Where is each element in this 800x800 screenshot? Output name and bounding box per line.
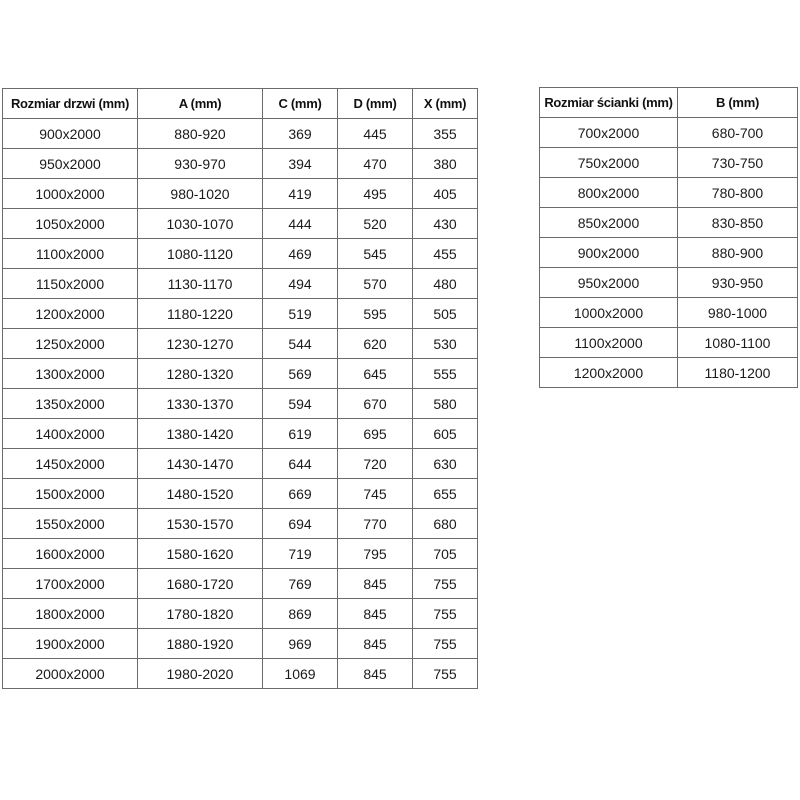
table-cell: 969 (263, 629, 338, 659)
table-cell: 800x2000 (540, 178, 678, 208)
table-cell: 545 (338, 239, 413, 269)
table-cell: 1100x2000 (3, 239, 138, 269)
table-row (3, 359, 478, 389)
table-cell: 1450x2000 (3, 449, 138, 479)
table-row (3, 239, 478, 269)
table-cell: 950x2000 (3, 149, 138, 179)
table-cell: 355 (413, 119, 478, 149)
table-cell: 719 (263, 539, 338, 569)
table-row (3, 119, 478, 149)
table-cell: 644 (263, 449, 338, 479)
table-cell: 694 (263, 509, 338, 539)
table-row (540, 148, 798, 178)
column-header: Rozmiar drzwi (mm) (3, 89, 138, 119)
table-row (3, 629, 478, 659)
table-cell: 630 (413, 449, 478, 479)
column-header: D (mm) (338, 89, 413, 119)
table-row (3, 329, 478, 359)
table-cell: 505 (413, 299, 478, 329)
table-cell: 1250x2000 (3, 329, 138, 359)
table-cell: 1130-1170 (138, 269, 263, 299)
table-cell: 670 (338, 389, 413, 419)
door-table-header-row (3, 89, 478, 119)
table-cell: 619 (263, 419, 338, 449)
column-header: C (mm) (263, 89, 338, 119)
table-row (540, 208, 798, 238)
column-header: Rozmiar ścianki (mm) (540, 88, 678, 118)
table-cell: 780-800 (678, 178, 798, 208)
table-cell: 850x2000 (540, 208, 678, 238)
table-cell: 530 (413, 329, 478, 359)
table-cell: 645 (338, 359, 413, 389)
table-cell: 1080-1100 (678, 328, 798, 358)
table-row (540, 328, 798, 358)
table-cell: 455 (413, 239, 478, 269)
table-row (3, 479, 478, 509)
table-cell: 680 (413, 509, 478, 539)
wall-size-table (539, 87, 798, 388)
table-cell: 1230-1270 (138, 329, 263, 359)
table-cell: 880-920 (138, 119, 263, 149)
table-cell: 444 (263, 209, 338, 239)
table-cell: 755 (413, 569, 478, 599)
table-cell: 769 (263, 569, 338, 599)
table-cell: 1280-1320 (138, 359, 263, 389)
table-cell: 519 (263, 299, 338, 329)
table-cell: 795 (338, 539, 413, 569)
table-cell: 1080-1120 (138, 239, 263, 269)
table-cell: 930-950 (678, 268, 798, 298)
table-cell: 730-750 (678, 148, 798, 178)
table-cell: 745 (338, 479, 413, 509)
table-cell: 869 (263, 599, 338, 629)
table-cell: 845 (338, 599, 413, 629)
table-cell: 1530-1570 (138, 509, 263, 539)
table-cell: 770 (338, 509, 413, 539)
table-cell: 720 (338, 449, 413, 479)
table-cell: 1700x2000 (3, 569, 138, 599)
table-row (3, 209, 478, 239)
table-cell: 495 (338, 179, 413, 209)
table-cell: 570 (338, 269, 413, 299)
table-cell: 1030-1070 (138, 209, 263, 239)
table-row (540, 178, 798, 208)
table-cell: 980-1020 (138, 179, 263, 209)
table-cell: 680-700 (678, 118, 798, 148)
table-cell: 980-1000 (678, 298, 798, 328)
table-cell: 1050x2000 (3, 209, 138, 239)
table-cell: 580 (413, 389, 478, 419)
table-row (3, 389, 478, 419)
table-cell: 700x2000 (540, 118, 678, 148)
table-cell: 1200x2000 (540, 358, 678, 388)
table-cell: 880-900 (678, 238, 798, 268)
table-cell: 1780-1820 (138, 599, 263, 629)
table-cell: 1300x2000 (3, 359, 138, 389)
table-cell: 755 (413, 629, 478, 659)
table-cell: 380 (413, 149, 478, 179)
table-cell: 405 (413, 179, 478, 209)
table-cell: 705 (413, 539, 478, 569)
table-cell: 1880-1920 (138, 629, 263, 659)
table-cell: 555 (413, 359, 478, 389)
table-cell: 595 (338, 299, 413, 329)
table-cell: 594 (263, 389, 338, 419)
table-cell: 755 (413, 599, 478, 629)
table-cell: 544 (263, 329, 338, 359)
table-cell: 1180-1220 (138, 299, 263, 329)
table-row (540, 268, 798, 298)
table-cell: 1580-1620 (138, 539, 263, 569)
table-row (3, 149, 478, 179)
table-cell: 845 (338, 659, 413, 689)
table-row (3, 299, 478, 329)
table-cell: 1069 (263, 659, 338, 689)
table-row (3, 599, 478, 629)
table-cell: 845 (338, 629, 413, 659)
table-cell: 900x2000 (540, 238, 678, 268)
table-row (3, 569, 478, 599)
table-cell: 1200x2000 (3, 299, 138, 329)
table-cell: 1100x2000 (540, 328, 678, 358)
table-cell: 830-850 (678, 208, 798, 238)
column-header: X (mm) (413, 89, 478, 119)
table-cell: 900x2000 (3, 119, 138, 149)
table-cell: 1000x2000 (540, 298, 678, 328)
table-cell: 520 (338, 209, 413, 239)
table-cell: 1800x2000 (3, 599, 138, 629)
table-cell: 394 (263, 149, 338, 179)
table-cell: 1380-1420 (138, 419, 263, 449)
table-cell: 930-970 (138, 149, 263, 179)
table-cell: 2000x2000 (3, 659, 138, 689)
table-cell: 1000x2000 (3, 179, 138, 209)
table-cell: 470 (338, 149, 413, 179)
table-cell: 1400x2000 (3, 419, 138, 449)
table-cell: 669 (263, 479, 338, 509)
door-size-table (2, 88, 478, 689)
table-cell: 1350x2000 (3, 389, 138, 419)
table-cell: 430 (413, 209, 478, 239)
table-cell: 950x2000 (540, 268, 678, 298)
table-row (3, 659, 478, 689)
table-cell: 620 (338, 329, 413, 359)
wall-table-header-row (540, 88, 798, 118)
table-cell: 1900x2000 (3, 629, 138, 659)
table-cell: 469 (263, 239, 338, 269)
table-cell: 1330-1370 (138, 389, 263, 419)
table-cell: 1480-1520 (138, 479, 263, 509)
table-cell: 445 (338, 119, 413, 149)
table-cell: 695 (338, 419, 413, 449)
table-cell: 369 (263, 119, 338, 149)
table-cell: 1500x2000 (3, 479, 138, 509)
table-cell: 1430-1470 (138, 449, 263, 479)
table-cell: 1600x2000 (3, 539, 138, 569)
table-row (3, 269, 478, 299)
table-cell: 755 (413, 659, 478, 689)
table-cell: 605 (413, 419, 478, 449)
table-cell: 655 (413, 479, 478, 509)
table-cell: 750x2000 (540, 148, 678, 178)
table-cell: 480 (413, 269, 478, 299)
table-row (3, 449, 478, 479)
column-header: A (mm) (138, 89, 263, 119)
table-row (540, 298, 798, 328)
table-row (3, 179, 478, 209)
table-row (540, 118, 798, 148)
table-row (3, 419, 478, 449)
table-row (3, 509, 478, 539)
table-cell: 1550x2000 (3, 509, 138, 539)
table-row (540, 238, 798, 268)
table-cell: 1680-1720 (138, 569, 263, 599)
table-cell: 1180-1200 (678, 358, 798, 388)
table-cell: 569 (263, 359, 338, 389)
table-cell: 1150x2000 (3, 269, 138, 299)
column-header: B (mm) (678, 88, 798, 118)
table-cell: 494 (263, 269, 338, 299)
table-row (540, 358, 798, 388)
table-cell: 1980-2020 (138, 659, 263, 689)
table-cell: 845 (338, 569, 413, 599)
table-row (3, 539, 478, 569)
table-cell: 419 (263, 179, 338, 209)
